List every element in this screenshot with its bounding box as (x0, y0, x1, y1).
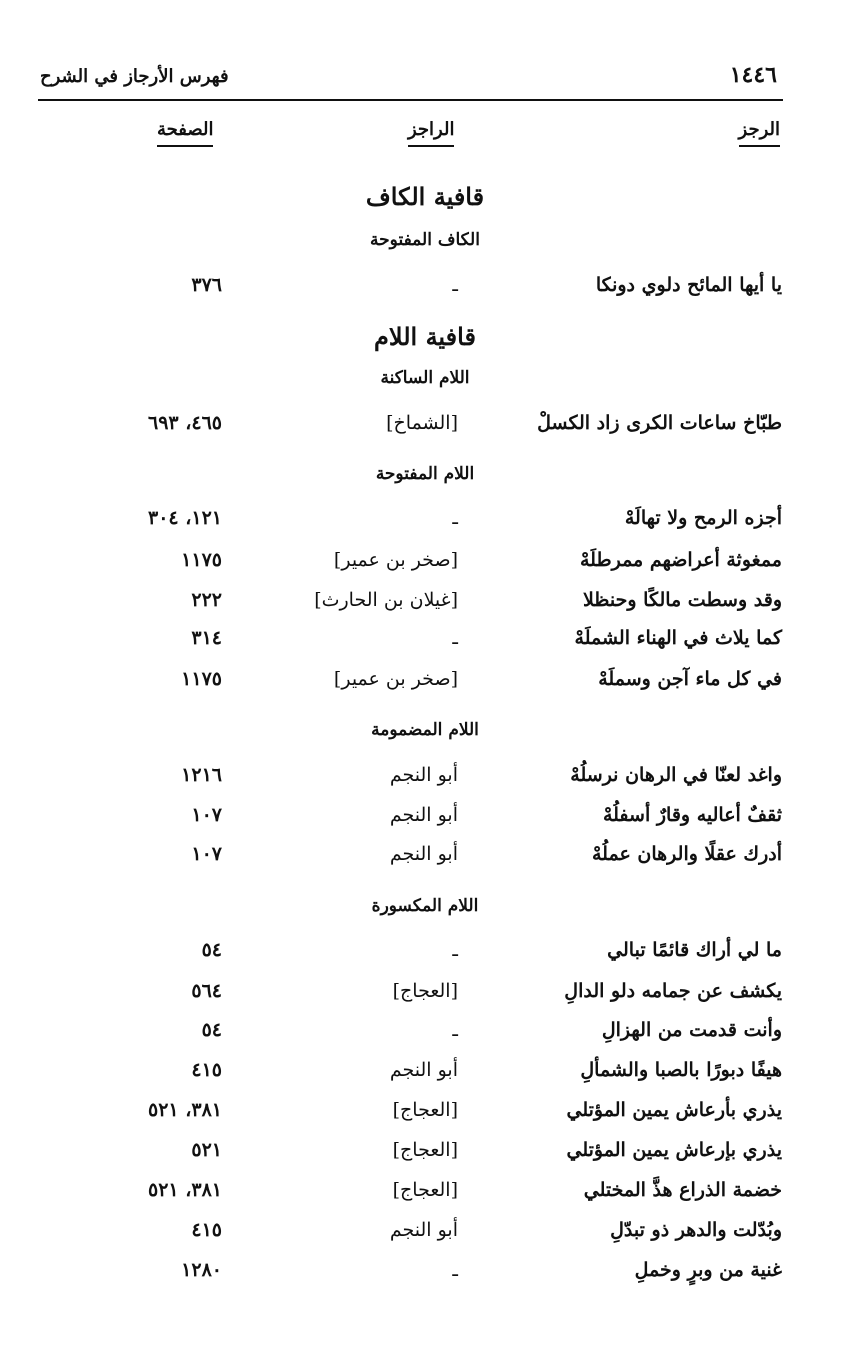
column-header-page: الصفحة (157, 117, 213, 147)
index-row (0, 267, 855, 303)
index-row (0, 932, 855, 968)
page-refs: ٥٤ (201, 1019, 222, 1041)
page-refs: ٤١٥ (191, 1219, 222, 1241)
page-refs: ١٢١، ٣٠٤ (148, 507, 222, 529)
raajiz-name: ـ (452, 939, 458, 961)
raajiz-name: ـ (452, 507, 458, 529)
subsection-title-kaf-maftuha: الكاف المفتوحة (370, 230, 480, 250)
index-row (0, 1012, 855, 1048)
subsection-title-lam-madmuma: اللام المضمومة (371, 720, 479, 740)
rajaz-verse: يا أيها المائح دلوي دونكا (595, 274, 782, 296)
page-refs: ٤١٥ (191, 1059, 222, 1081)
page-refs: ٥٦٤ (191, 980, 222, 1002)
index-row (0, 1212, 855, 1248)
page-refs: ٣٨١، ٥٢١ (148, 1179, 222, 1201)
page-refs: ٣١٤ (191, 627, 222, 649)
page-refs: ١٢٨٠ (181, 1259, 222, 1281)
page-number: ١٤٤٦ (729, 62, 777, 88)
index-row (0, 836, 855, 872)
rajaz-verse: خضمة الذراع هذَّ المختلي (583, 1179, 782, 1201)
index-row (0, 797, 855, 833)
rajaz-verse: أدرك عقلًا والرهان عملُهْ (592, 843, 782, 865)
rajaz-verse: وأنت قدمت من الهزالِ (601, 1019, 782, 1041)
raajiz-name: ـ (452, 627, 458, 649)
page-refs: ٣٧٦ (191, 274, 222, 296)
rajaz-verse: في كل ماء آجن وسملَهْ (598, 668, 782, 690)
page-refs: ٣٨١، ٥٢١ (148, 1099, 222, 1121)
rajaz-verse: يكشف عن جمامه دلو الدالِ (564, 980, 782, 1002)
index-row (0, 1252, 855, 1288)
raajiz-name: [الشماخ] (386, 412, 458, 434)
rajaz-verse: يذري بإرعاش يمين المؤتلي (566, 1139, 782, 1161)
page-refs: ٥٢١ (191, 1139, 222, 1161)
subsection-title-lam-sakina: اللام الساكنة (380, 368, 470, 388)
page-refs: ٤٦٥، ٦٩٣ (148, 412, 222, 434)
index-row (0, 661, 855, 697)
index-row (0, 1052, 855, 1088)
subsection-title-lam-maksura: اللام المكسورة (371, 896, 479, 916)
rajaz-verse: واغد لعنّا في الرهان نرسلُهْ (570, 764, 782, 786)
page-refs: ١٠٧ (191, 804, 222, 826)
index-row (0, 1172, 855, 1208)
page-refs: ١٢١٦ (181, 764, 222, 786)
rajaz-verse: ثقفٌ أعاليه وقارٌ أسفلُهْ (602, 804, 782, 826)
index-row (0, 500, 855, 536)
index-row (0, 1092, 855, 1128)
column-header-rajaz: الرجز (739, 117, 780, 147)
page-refs: ٥٤ (201, 939, 222, 961)
raajiz-name: [العجاج] (392, 1099, 458, 1121)
index-row (0, 620, 855, 656)
page-refs: ١١٧٥ (181, 668, 222, 690)
index-row (0, 582, 855, 618)
raajiz-name: [العجاج] (392, 1179, 458, 1201)
raajiz-name: أبو النجم (389, 1219, 458, 1241)
rajaz-verse: ما لي أراك قائمًا تبالي (607, 939, 782, 961)
rajaz-verse: ممغوثة أعراضهم ممرطلَهْ (579, 549, 782, 571)
rajaz-verse: غنية من وبرٍ وخملِ (634, 1259, 782, 1281)
rajaz-verse: أجزه الرمح ولا تهالَهْ (624, 507, 782, 529)
raajiz-name: ـ (452, 1259, 458, 1281)
section-title-kaf: قافية الكاف (365, 182, 485, 211)
rajaz-verse: طبّاخ ساعات الكرى زاد الكسلْ (537, 412, 782, 434)
raajiz-name: أبو النجم (389, 843, 458, 865)
raajiz-name: أبو النجم (389, 804, 458, 826)
raajiz-name: [العجاج] (392, 980, 458, 1002)
index-row (0, 973, 855, 1009)
index-row (0, 757, 855, 793)
index-row (0, 1132, 855, 1168)
raajiz-name: [العجاج] (392, 1139, 458, 1161)
index-row (0, 405, 855, 441)
raajiz-name: أبو النجم (389, 1059, 458, 1081)
rajaz-verse: كما يلاث في الهناء الشملَهْ (574, 627, 782, 649)
raajiz-name: ـ (452, 1019, 458, 1041)
subsection-title-lam-maftuha: اللام المفتوحة (375, 464, 475, 484)
page-refs: ٢٢٢ (191, 589, 222, 611)
rajaz-verse: وبُدّلت والدهر ذو تبدّلِ (610, 1219, 782, 1241)
raajiz-name: [غيلان بن الحارث] (314, 589, 458, 611)
rajaz-verse: هيفًا دبورًا بالصبا والشمألِ (580, 1059, 782, 1081)
page-refs: ١٠٧ (191, 843, 222, 865)
raajiz-name: [صخر بن عمير] (333, 549, 458, 571)
page-refs: ١١٧٥ (181, 549, 222, 571)
section-title-lam: قافية اللام (374, 322, 476, 351)
index-row (0, 542, 855, 578)
raajiz-name: ـ (452, 274, 458, 296)
rajaz-verse: يذري بأرعاش يمين المؤتلي (566, 1099, 782, 1121)
header-rule (38, 99, 783, 101)
column-header-raajiz: الراجز (408, 117, 454, 147)
raajiz-name: أبو النجم (389, 764, 458, 786)
raajiz-name: [صخر بن عمير] (333, 668, 458, 690)
running-title: فهرس الأرجاز في الشرح (40, 66, 229, 87)
rajaz-verse: وقد وسطت مالكًا وحنظلا (582, 589, 782, 611)
